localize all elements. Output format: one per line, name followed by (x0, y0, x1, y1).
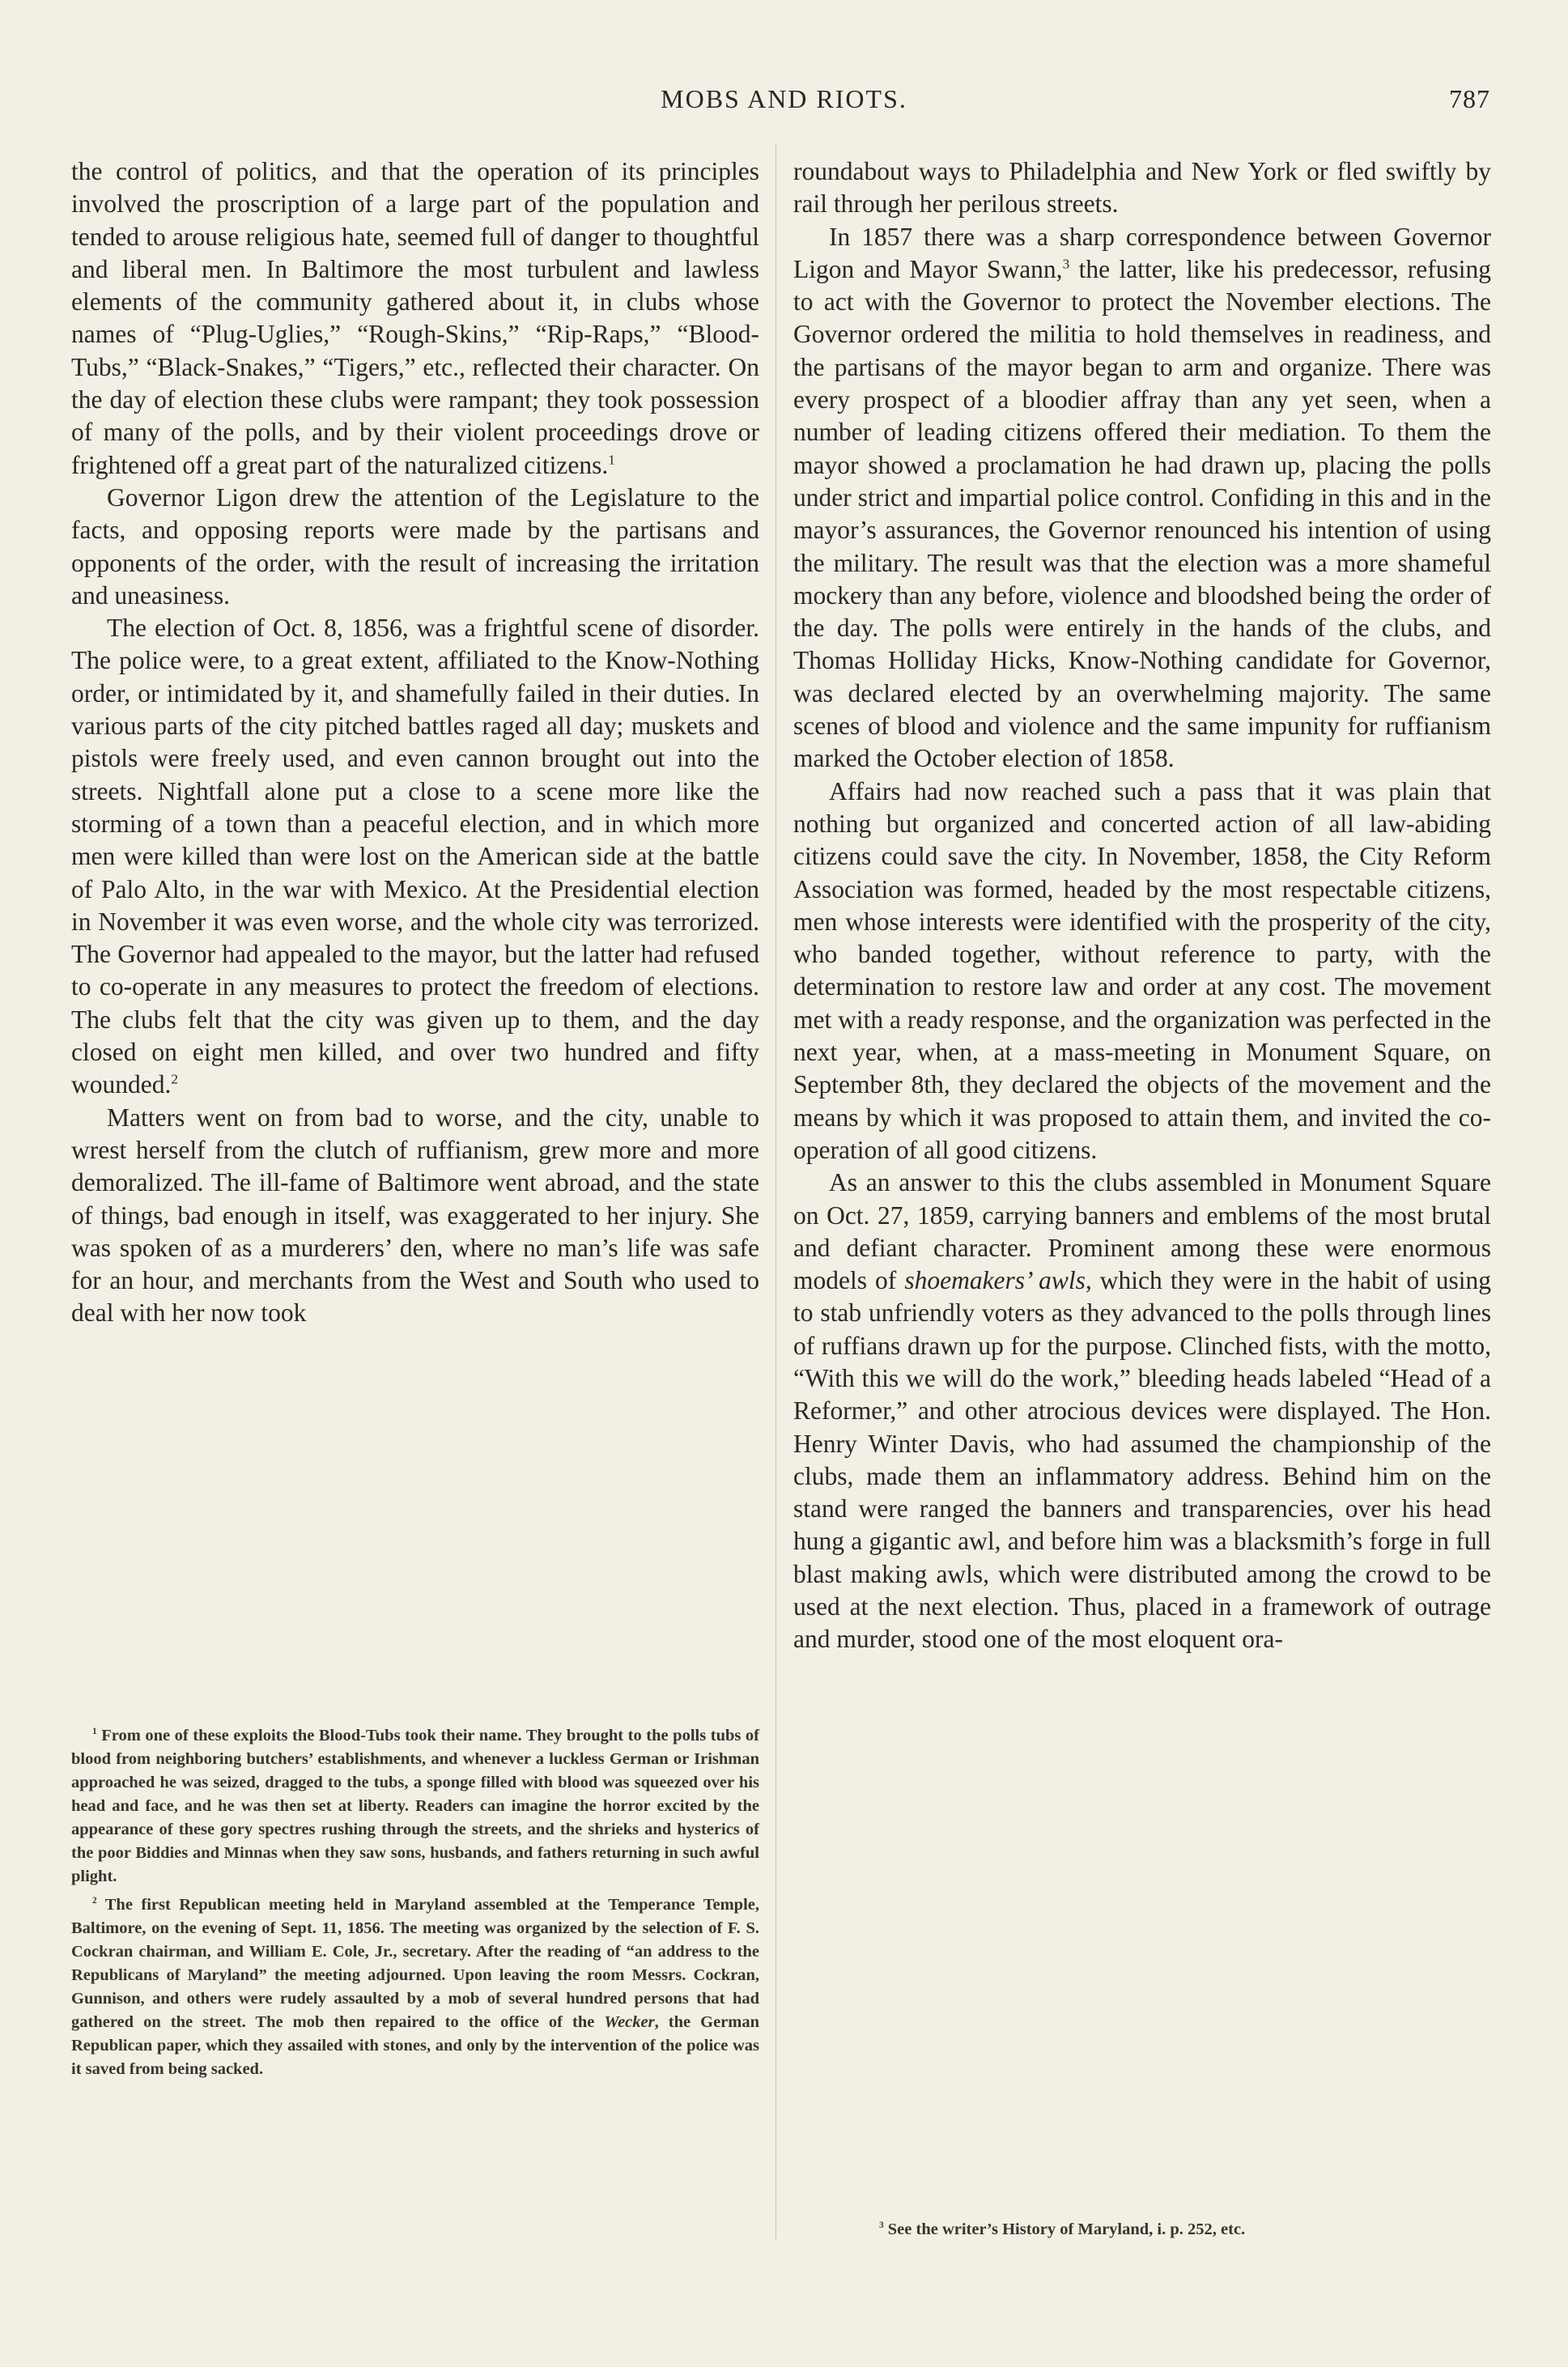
footnote-3 (858, 2218, 1489, 2242)
footnotes-right (858, 2218, 1489, 2246)
footnote-ref[interactable]: 3 (1062, 256, 1070, 272)
footnote-number: 3 (879, 2220, 884, 2231)
footnote-1 (71, 1724, 759, 1889)
paragraph-text: which they were in the habit of using to stab unfriendly voters as they advanced to the polls through lines of ruffians drawn up for the purpose. Clinched fists, with the motto, “With this we will do the work,” bleeding heads labeled “Head of a Reformer,” and other atrocious devices were displayed. The Hon. Henry Winter Davis, who had assumed the championship of the clubs, made them an inflammatory address. Behind him on the stand were ranged the banners and transparencies, over his head hung a gigantic awl, and before him was a blacksmith’s forge in full blast making awls, which were distributed among the crowd to be used at the next election. Thus, placed in a framework of outrage and murder, stood one of the most eloquent ora- (793, 1266, 1491, 1654)
page-number: 787 (1449, 84, 1490, 113)
left-column (71, 155, 759, 1330)
footnote-text: See the writer’s History of Maryland, i. p. 252, etc. (883, 2220, 1246, 2238)
footnote-ref[interactable]: 2 (171, 1071, 179, 1087)
paragraph-text: the latter, like his predecessor, refusing to act with the Governor to protect the November elections. The Governor ordered the militia to hold themselves in readiness, and the partisans of the mayor began to arm and organize. There was every prospect of a bloodier affray than any yet seen, when a number of leading citizens offered their mediation. To them the mayor showed a proclamation he had drawn up, placing the polls under strict and impartial police control. Confiding in this and in the mayor’s assurances, the Governor renounced his intention of using the military. The result was that the election was a more shameful mockery than any before, violence and bloodshed being the order of the day. The polls were entirely in the hands of the clubs, and Thomas Holliday Hicks, Know-Nothing candidate for Governor, was declared elected by an overwhelming majority. The same scenes of blood and violence and the same impunity for ruffianism marked the October election of 1858. (793, 254, 1491, 773)
footnote-number: 1 (92, 1727, 97, 1737)
paragraph-text: In 1857 there was a sharp correspondence between Governor Ligon and Mayor Swann, (793, 222, 1491, 283)
paragraph: Affairs had now reached such a pass that it was plain that nothing but organized and concerted action of all law-abiding citizens could save the city. In November, 1858, the City Reform Association was formed, headed by the most respectable citizens, men whose interests were identified with the prosperity of the city, who banded together, without reference to party, with the determination to restore law and order at any cost. The movement met with a ready response, and the organization was perfected in the next year, when, at a mass-meeting in Monument Square, on September 8th, they declared the objects of the movement and the means by which it was proposed to attain them, and invited the co-operation of all good citizens. (793, 776, 1491, 1164)
paragraph-text: As an answer to this the clubs assembled in Monument Square on Oct. 27, 1859, carrying banners and emblems of the most brutal and defiant character. Prominent among these were enormous models of (793, 1168, 1491, 1295)
paragraph (793, 221, 1491, 776)
paragraph (71, 155, 759, 482)
right-column (793, 155, 1491, 1656)
footnote-2 (71, 1893, 759, 2081)
italic-phrase: shoemakers’ awls, (904, 1266, 1092, 1295)
footnotes-left (71, 1724, 759, 2086)
paragraph: Governor Ligon drew the attention of the Legislature to the facts, and opposing reports were made by the partisans and opponents of the order, with the result of increasing the irritation and uneasiness. (71, 482, 759, 610)
paragraph (793, 1167, 1491, 1655)
newspaper-name: Wecker (604, 2013, 655, 2031)
running-title: MOBS AND RIOTS. (661, 84, 907, 113)
footnote-text: , the German Republican paper, which they assailed with stones, and only by the intervention of the police was it saved from being sacked. (71, 2013, 759, 2078)
footnote-text: From one of these exploits the Blood-Tubs took their name. They brought to the polls tubs of blood from neighboring butchers’ establishments, and whenever a luckless German or Irishman approached he was seized, dragged to the tubs, a sponge filled with blood was squeezed over his head and face, and he was then set at liberty. Readers can imagine the horror excited by the appearance of these gory spectres rushing through the streets, and the shrieks and hysterics of the poor Biddies and Minnas when they saw sons, husbands, and fathers returning in such awful plight. (71, 1727, 759, 1885)
paragraph: Matters went on from bad to worse, and the city, unable to wrest herself from the clutch of ruffianism, grew more and more demoralized. The ill-fame of Baltimore went abroad, and the state of things, bad enough in itself, was exaggerated to her injury. She was spoken of as a murderers’ den, where no man’s life was safe for an hour, and merchants from the West and South who used to deal with her now took (71, 1103, 759, 1328)
paragraph-text: the control of politics, and that the operation of its principles involved the proscription of a large part of the population and tended to arouse religious hate, seemed full of danger to thoughtful and liberal men. In Baltimore the most turbulent and lawless elements of the community gathered about it, in clubs whose names of “Plug-Uglies,” “Rough-Skins,” “Rip-Raps,” “Blood-Tubs,” “Black-Snakes,” “Tigers,” etc., reflected their character. On the day of election these clubs were rampant; they took possession of many of the polls, and by their violent proceedings drove or frightened off a great part of the naturalized citizens. (71, 157, 759, 479)
footnote-ref[interactable]: 1 (608, 452, 615, 468)
paragraph-text: The election of Oct. 8, 1856, was a frightful scene of disorder. The police were, to a great extent, affiliated to the Know-Nothing order, or intimidated by it, and shamefully failed in their duties. In various parts of the city pitched battles raged all day; muskets and pistols were freely used, and even cannon brought out into the streets. Nightfall alone put a close to a scene more like the storming of a town than a peaceful election, and in which more men were killed than were lost on the American side at the battle of Palo Alto, in the war with Mexico. At the Presidential election in November it was even worse, and the whole city was terrorized. The Governor had appealed to the mayor, but the latter had refused to co-operate in any measures to protect the freedom of elections. The clubs felt that the city was given up to them, and the day closed on eight men killed, and over two hundred and fifty wounded. (71, 614, 759, 1099)
footnote-text: The first Republican meeting held in Maryland assembled at the Temperance Temple, Baltimore, on the evening of Sept. 11, 1856. The meeting was organized by the selection of F. S. Cockran chairman, and William E. Cole, Jr., secretary. After the reading of “an address to the Republicans of Maryland” the meeting adjourned. Upon leaving the room Messrs. Cockran, Gunnison, and others were rudely assaulted by a mob of several hundred persons that had gathered on the street. The mob then repaired to the office of the (71, 1896, 759, 2031)
running-head (0, 84, 1568, 117)
paragraph: roundabout ways to Philadelphia and New York or fled swiftly by rail through her perilous streets. (793, 157, 1491, 219)
paragraph (71, 612, 759, 1101)
footnote-number: 2 (92, 1896, 97, 1906)
